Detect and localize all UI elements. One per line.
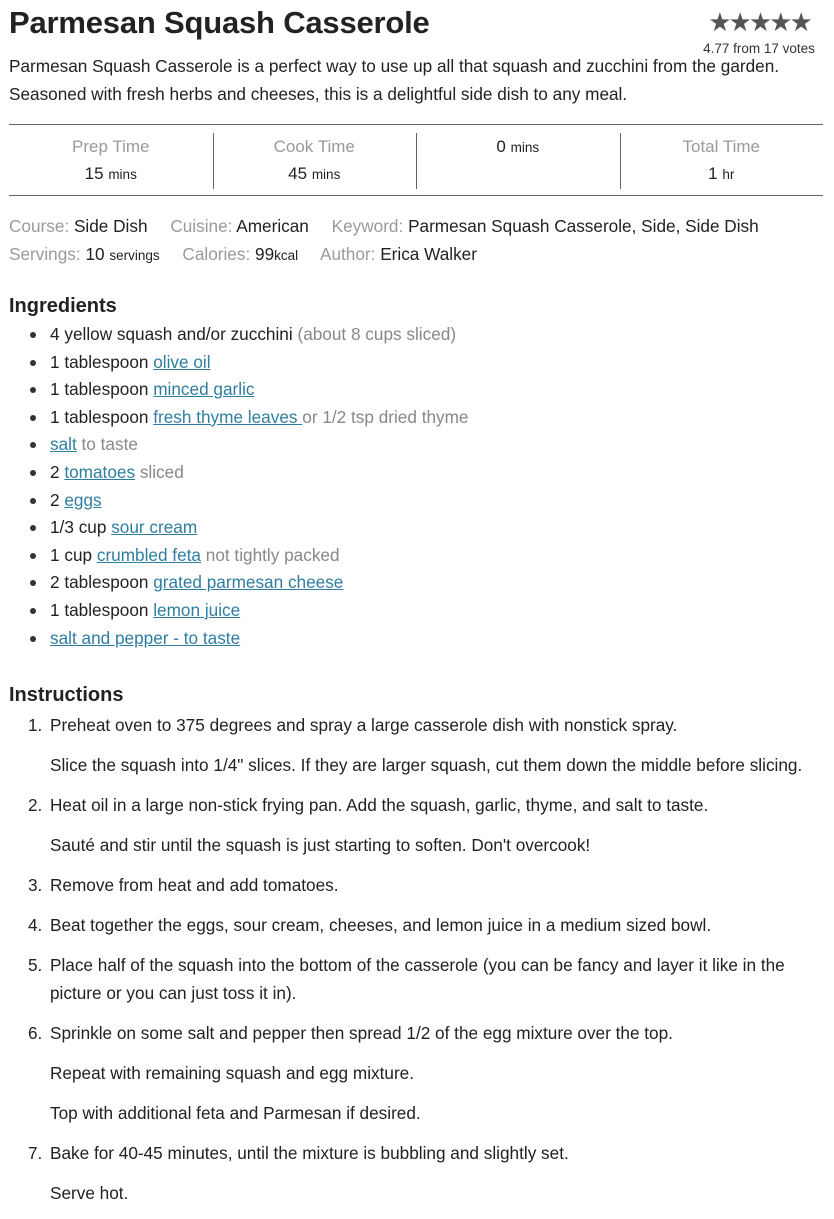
ingredient-note: to taste bbox=[81, 434, 138, 455]
instruction-step bbox=[28, 911, 824, 939]
instruction-step bbox=[28, 1019, 824, 1127]
ingredient-unit: tablespoon bbox=[64, 351, 149, 372]
ingredient-unit: cup bbox=[64, 544, 93, 565]
rating-votes: 4.77 from 17 votes bbox=[703, 41, 815, 56]
cook-time-value: 45 bbox=[288, 164, 308, 183]
instruction-step bbox=[28, 711, 824, 779]
course-label: Course: bbox=[9, 216, 70, 236]
ingredient-amount: 1 bbox=[50, 379, 60, 400]
keyword-value: Parmesan Squash Casserole, Side, Side Dish bbox=[408, 216, 759, 236]
ingredient-amount: 1/3 bbox=[50, 517, 74, 538]
other-time-value: 0 bbox=[496, 137, 506, 156]
total-time bbox=[620, 125, 824, 195]
ingredient-amount: 2 bbox=[50, 572, 60, 593]
recipe-title: Parmesan Squash Casserole bbox=[9, 5, 430, 40]
cook-time bbox=[213, 125, 417, 195]
instruction-step bbox=[28, 791, 824, 859]
author-label: Author: bbox=[319, 244, 376, 264]
ingredient-unit: yellow squash and/or zucchini bbox=[64, 324, 293, 344]
recipe-meta bbox=[9, 212, 759, 270]
ingredient-link[interactable]: salt and pepper - to taste bbox=[50, 627, 241, 648]
ingredient-link[interactable]: minced garlic bbox=[153, 379, 255, 400]
step-text: Slice the squash into 1/4" slices. If they are larger squash, cut them down the middle before slicing. bbox=[50, 755, 803, 775]
ingredient-note: not tightly packed bbox=[205, 544, 340, 565]
ingredient-item bbox=[50, 487, 469, 515]
ingredient-link[interactable]: sour cream bbox=[111, 517, 198, 538]
calories-label: Calories: bbox=[182, 244, 251, 264]
servings-label: Servings: bbox=[9, 244, 81, 264]
ingredient-amount: 1 bbox=[50, 351, 60, 372]
rating[interactable] bbox=[694, 9, 824, 56]
ingredient-link[interactable]: olive oil bbox=[153, 351, 211, 372]
step-text: Heat oil in a large non-stick frying pan. Add the squash, garlic, thyme, and salt to taste. bbox=[50, 795, 709, 815]
cuisine-value: American bbox=[236, 216, 309, 236]
cook-time-label: Cook Time bbox=[273, 137, 355, 156]
ingredient-item bbox=[50, 404, 469, 432]
step-number: 7. bbox=[28, 1143, 43, 1163]
ingredient-link[interactable]: grated parmesan cheese bbox=[153, 572, 344, 593]
times-table bbox=[9, 124, 823, 196]
prep-time-unit: mins bbox=[108, 167, 137, 182]
step-text: Preheat oven to 375 degrees and spray a large casserole dish with nonstick spray. bbox=[50, 715, 678, 735]
ingredient-unit: cup bbox=[78, 517, 107, 538]
course-value: Side Dish bbox=[73, 216, 148, 236]
total-time-unit: hr bbox=[722, 167, 735, 182]
step-text: Remove from heat and add tomatoes. bbox=[50, 875, 339, 895]
ingredient-link[interactable]: crumbled feta bbox=[96, 544, 201, 565]
step-text: Sauté and stir until the squash is just starting to soften. Don't overcook! bbox=[50, 835, 591, 855]
prep-time bbox=[9, 125, 213, 195]
keyword-label: Keyword: bbox=[331, 216, 404, 236]
total-time-label: Total Time bbox=[682, 137, 760, 156]
ingredient-link[interactable]: fresh thyme leaves bbox=[153, 406, 303, 427]
ingredient-item bbox=[50, 321, 469, 349]
step-number: 6. bbox=[28, 1023, 43, 1043]
calories-unit: kcal bbox=[274, 248, 299, 263]
star-rating-icon[interactable]: ★★★★★ bbox=[708, 7, 810, 37]
ingredient-unit: tablespoon bbox=[64, 406, 149, 427]
ingredient-link[interactable]: tomatoes bbox=[64, 461, 136, 482]
step-number: 2. bbox=[28, 795, 43, 815]
recipe-summary: Parmesan Squash Casserole is a perfect way to use up all that squash and zucchini from the garden. Seasoned with fresh herbs and cheeses, this is a delightful side dish to any meal. bbox=[9, 56, 780, 104]
ingredient-item bbox=[50, 431, 469, 459]
ingredient-amount: 1 bbox=[50, 544, 60, 565]
ingredient-amount: 2 bbox=[50, 489, 60, 510]
step-number: 3. bbox=[28, 875, 43, 895]
cuisine-label: Cuisine: bbox=[170, 216, 233, 236]
ingredient-item bbox=[50, 514, 469, 542]
step-text: Sprinkle on some salt and pepper then spread 1/2 of the egg mixture over the top. bbox=[50, 1023, 673, 1043]
step-number: 4. bbox=[28, 915, 43, 935]
calories-value: 99 bbox=[255, 244, 275, 264]
instruction-step bbox=[28, 1139, 824, 1207]
ingredient-note: or 1/2 tsp dried thyme bbox=[302, 406, 469, 427]
other-time bbox=[416, 125, 620, 195]
step-text: Bake for 40-45 minutes, until the mixture is bubbling and slightly set. bbox=[50, 1143, 569, 1163]
total-time-value: 1 bbox=[708, 164, 718, 183]
ingredient-item bbox=[50, 376, 469, 404]
prep-time-label: Prep Time bbox=[72, 137, 150, 156]
author-value: Erica Walker bbox=[380, 244, 477, 264]
step-text: Beat together the eggs, sour cream, cheeses, and lemon juice in a medium sized bowl. bbox=[50, 915, 712, 935]
ingredient-link[interactable]: eggs bbox=[64, 489, 102, 510]
ingredient-amount: 1 bbox=[50, 599, 60, 620]
ingredient-unit: tablespoon bbox=[64, 599, 149, 620]
cook-time-unit: mins bbox=[311, 167, 341, 182]
step-text: Place half of the squash into the bottom of the casserole (you can be fancy and layer it like in the picture or you can just toss it in). bbox=[50, 955, 785, 1003]
instructions-list bbox=[9, 711, 824, 1219]
ingredient-note: (about 8 cups sliced) bbox=[297, 324, 457, 344]
instructions-heading: Instructions bbox=[9, 684, 124, 706]
other-time-unit: mins bbox=[510, 140, 540, 155]
ingredients-heading: Ingredients bbox=[9, 295, 117, 317]
step-text: Serve hot. bbox=[50, 1183, 129, 1203]
ingredient-item bbox=[50, 569, 469, 597]
ingredient-item bbox=[50, 625, 469, 653]
ingredient-link[interactable]: salt bbox=[50, 434, 77, 455]
prep-time-value: 15 bbox=[84, 164, 104, 183]
ingredient-item bbox=[50, 349, 469, 377]
step-text: Repeat with remaining squash and egg mixture. bbox=[50, 1063, 415, 1083]
ingredient-unit: tablespoon bbox=[64, 379, 149, 400]
ingredient-note: sliced bbox=[139, 461, 184, 482]
ingredient-unit: tablespoon bbox=[64, 572, 149, 593]
ingredient-amount: 1 bbox=[50, 406, 60, 427]
ingredient-amount: 4 bbox=[50, 324, 60, 344]
servings-value[interactable]: 10 bbox=[85, 244, 105, 264]
instruction-step bbox=[28, 951, 824, 1007]
ingredient-item bbox=[50, 459, 469, 487]
ingredient-item bbox=[50, 597, 469, 625]
ingredient-item bbox=[50, 542, 469, 570]
instruction-step bbox=[28, 871, 824, 899]
ingredient-link[interactable]: lemon juice bbox=[153, 599, 241, 620]
servings-unit: servings bbox=[109, 248, 160, 263]
step-number: 1. bbox=[28, 715, 43, 735]
ingredient-amount: 2 bbox=[50, 461, 60, 482]
step-text: Top with additional feta and Parmesan if desired. bbox=[50, 1103, 421, 1123]
ingredients-list bbox=[9, 321, 469, 652]
step-number: 5. bbox=[28, 955, 43, 975]
